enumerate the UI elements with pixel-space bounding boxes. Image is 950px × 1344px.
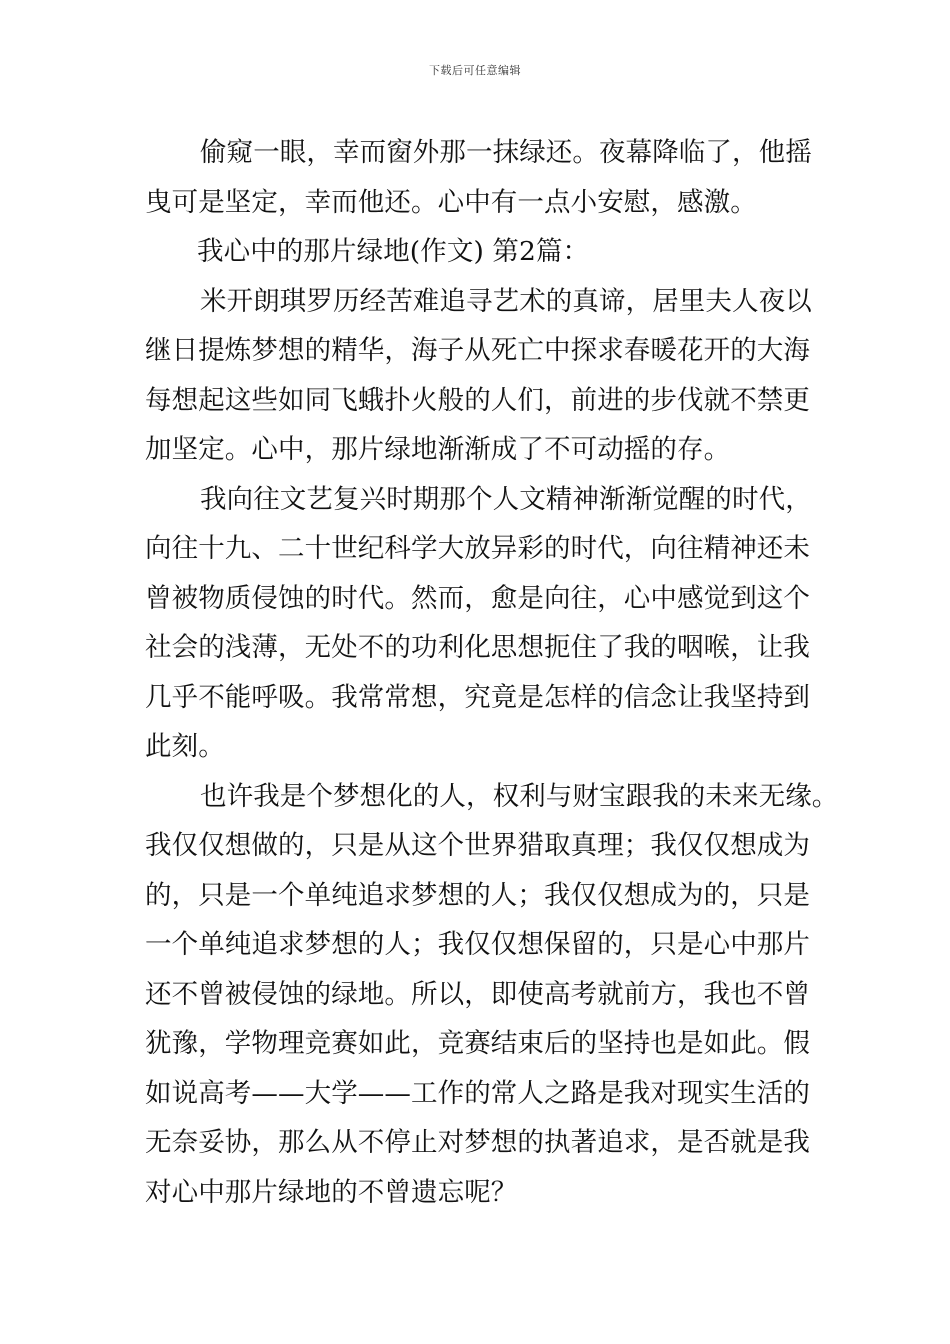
paragraph-line: 对心中那片绿地的不曾遗忘呢？ [145, 1176, 518, 1208]
paragraph-line: 几乎不能呼吸。我常常想，究竟是怎样的信念让我坚持到 [145, 681, 810, 713]
paragraph-line: 继日提炼梦想的精华，海子从死亡中探求春暖花开的大海 [145, 335, 810, 366]
paragraph-line: 一个单纯追求梦想的人；我仅仅想保留的，只是心中那片 [145, 929, 810, 960]
section-heading: 我心中的那片绿地(作文) 第2篇： [197, 236, 590, 267]
paragraph-line: 米开朗琪罗历经苦难追寻艺术的真谛，居里夫人夜以 [200, 285, 812, 317]
paragraph-line: 也许我是个梦想化的人，权利与财宝跟我的未来无缘。 [200, 780, 839, 812]
paragraph-line: 犹豫，学物理竞赛如此，竞赛结束后的坚持也是如此。假 [145, 1028, 810, 1059]
paragraph-line: 社会的浅薄，无处不的功利化思想扼住了我的咽喉，让我 [145, 632, 810, 663]
paragraph-line: 我向往文艺复兴时期那个人文精神渐渐觉醒的时代， [200, 483, 812, 515]
paragraph-line: 此刻。 [145, 731, 225, 762]
paragraph-line: 我仅仅想做的，只是从这个世界猎取真理；我仅仅想成为 [145, 830, 810, 861]
paragraph-line: 偷窥一眼，幸而窗外那一抹绿还。夜幕降临了，他摇 [200, 137, 812, 168]
paragraph-line: 无奈妥协，那么从不停止对梦想的执著追求，是否就是我 [145, 1127, 810, 1158]
paragraph-line: 曳可是坚定，幸而他还。心中有一点小安慰，感激。 [145, 186, 757, 218]
paragraph-line: 向往十九、二十世纪科学大放异彩的时代，向往精神还未 [145, 533, 810, 564]
paragraph-line: 每想起这些如同飞蛾扑火般的人们，前进的步伐就不禁更 [145, 384, 810, 416]
paragraph-line: 曾被物质侵蚀的时代。然而，愈是向往，心中感觉到这个 [145, 582, 810, 614]
paragraph-line: 如说高考——大学——工作的常人之路是我对现实生活的 [145, 1077, 810, 1109]
paragraph-line: 还不曾被侵蚀的绿地。所以，即使高考就前方，我也不曾 [145, 978, 810, 1010]
document-body [145, 128, 839, 1217]
paragraph-line: 的，只是一个单纯追求梦想的人；我仅仅想成为的，只是 [145, 879, 810, 911]
page-header: 下载后可任意编辑 [429, 64, 521, 77]
paragraph-line: 加坚定。心中，那片绿地渐渐成了不可动摇的存。 [145, 434, 731, 465]
